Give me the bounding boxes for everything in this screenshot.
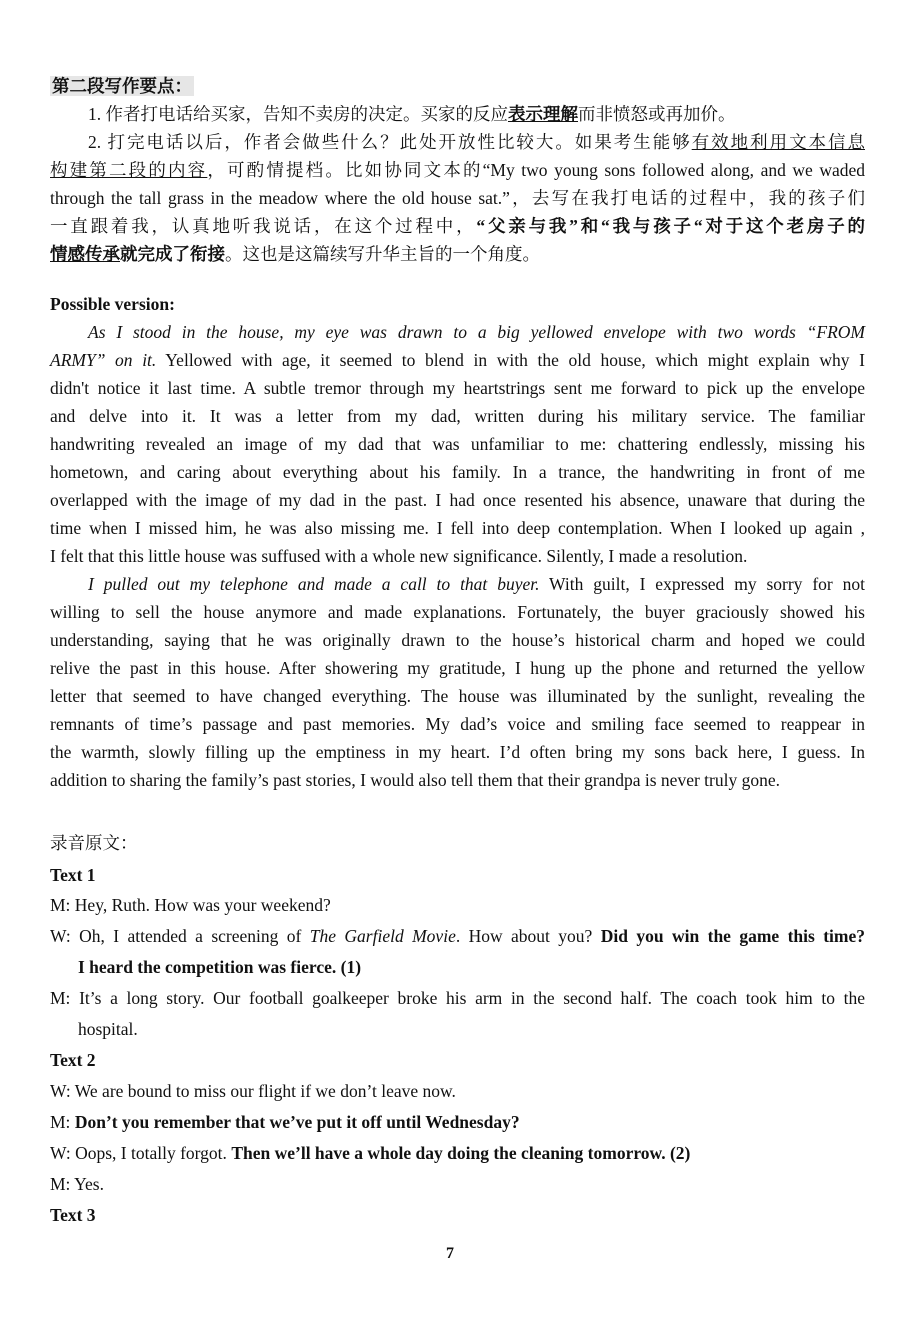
version-line: I pulled out my telephone and made a call to that buyer. With guilt, I expressed my sorry for not [88,574,865,594]
dialogue-line: W: Oops, I totally forgot. Then we’ll have a whole day doing the cleaning tomorrow. (2) [50,1143,691,1163]
dialogue-line: W: We are bound to miss our flight if we don’t leave now. [50,1081,456,1101]
point-2-line: 2. 打完电话以后，作者会做些什么？此处开放性比较大。如果考生能够有效地利用文本信息 [88,132,865,152]
section-heading: 第二段写作要点： [52,76,192,96]
transcript-heading: 录音原文： [50,833,138,853]
writing-points-section [50,72,865,268]
version-line: willing to sell the house anymore and made explanations. Fortunately, the buyer graciously showed his [50,602,865,622]
version-line: didn't notice it last time. A subtle tremor through my heartstrings sent me forward to pick up the envelope [50,378,865,398]
version-line: relive the past in this house. After showering my gratitude, I hung up the phone and returned the yellow [50,658,865,678]
version-line: and delve into it. It was a letter from my dad, written during his military service. The familiar [50,406,865,426]
text-label: Text 2 [50,1050,96,1070]
version-line: hometown, and caring about everything about his family. In a trance, the handwriting in front of me [50,462,865,482]
version-line: time when I missed him, he was also missing me. I fell into deep contemplation. When I looked up again , [50,518,865,538]
page-number: 7 [446,1245,454,1262]
version-heading: Possible version: [50,294,175,314]
version-line: ARMY” on it. Yellowed with age, it seemed to blend in with the old house, which might explain why I [50,350,866,370]
dialogue-line: hospital. [78,1019,138,1039]
version-paragraph-2 [50,570,865,794]
point-2-line: through the tall grass in the meadow where the old house sat.”，去写在我打电话的过程中，我的孩子们 [50,188,865,208]
dialogue-line: W: Oh, I attended a screening of The Garfield Movie. How about you? Did you win the game this time? [50,926,865,946]
version-line: addition to sharing the family’s past stories, I would also tell them that their grandpa is never truly gone. [50,770,780,790]
point-2-line: 构建第二段的内容，可酌情提档。比如协同文本的“My two young sons followed along, and we waded [50,160,866,180]
point-2-line: 一直跟着我，认真地听我说话，在这个过程中，“父亲与我”和“我与孩子“对于这个老房子的 [50,216,866,236]
dialogue-line: M: It’s a long story. Our football goalkeeper broke his arm in the second half. The coach took him to the [50,988,865,1008]
transcript-section [50,829,865,1231]
version-line: understanding, saying that he was originally drawn to the house’s historical charm and hoped we could [50,630,865,650]
dialogue-line: M: Don’t you remember that we’ve put it off until Wednesday? [50,1112,520,1132]
dialogue-line: M: Yes. [50,1174,104,1194]
version-line: As I stood in the house, my eye was drawn to a big yellowed envelope with two words “FROM [88,322,865,342]
version-line: letter that seemed to have changed everything. The house was illuminated by the sunlight, revealing the [50,686,865,706]
point-1: 1. 作者打电话给买家，告知不卖房的决定。买家的反应表示理解而非愤怒或再加价。 [88,104,736,124]
text-label: Text 1 [50,865,96,885]
version-line: I felt that this little house was suffused with a whole new significance. Silently, I made a resolution. [50,546,748,566]
version-paragraph-1 [50,318,865,570]
version-line: handwriting revealed an image of my dad that was unfamiliar to me: chattering endlessly, missing his [50,434,865,454]
text-label: Text 3 [50,1205,96,1225]
version-line: remnants of time’s passage and past memories. My dad’s voice and smiling face seemed to reappear in [50,714,865,734]
version-line: the warmth, slowly filling up the emptiness in my heart. I’d often bring my sons back here, I guess. In [50,742,865,762]
version-line: overlapped with the image of my dad in the past. I had once resented his absence, unaware that during the [50,490,865,510]
possible-version-section [50,290,865,794]
dialogue-line: I heard the competition was fierce. (1) [78,957,362,977]
dialogue-line: M: Hey, Ruth. How was your weekend? [50,895,331,915]
point-2-line: 情感传承就完成了衔接。这也是这篇续写升华主旨的一个角度。 [50,244,540,264]
